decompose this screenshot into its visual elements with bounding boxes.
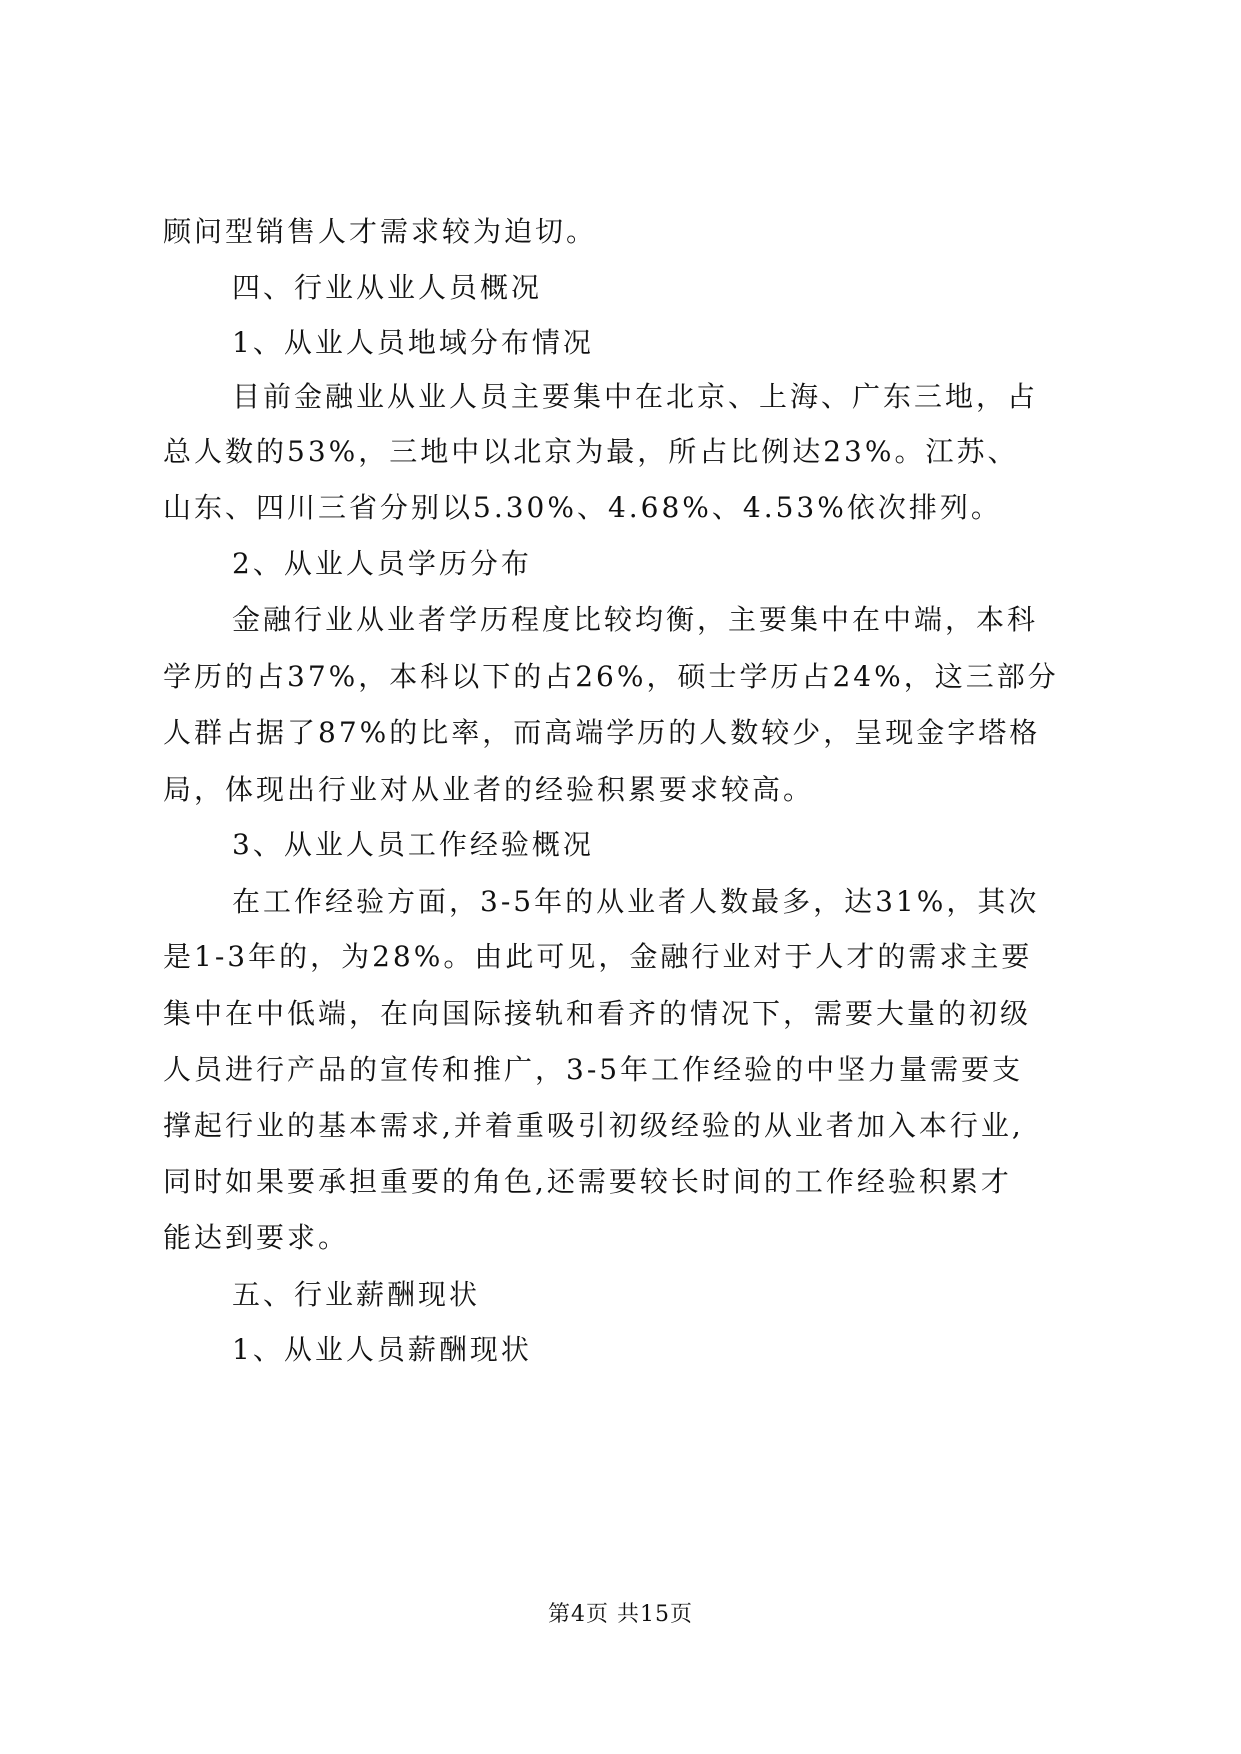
body-text-line: 总人数的53%，三地中以北京为最，所占比例达23%。江苏、 [163, 435, 1019, 468]
body-text-line: 同时如果要承担重要的角色,还需要较长时间的工作经验积累才 [163, 1165, 1012, 1198]
page-number-footer: 第4页 共15页 [548, 1602, 693, 1627]
body-text-line: 目前金融业从业人员主要集中在北京、上海、广东三地，占 [232, 380, 1039, 413]
body-text-line: 人员进行产品的宣传和推广，3-5年工作经验的中坚力量需要支 [163, 1053, 1024, 1086]
body-text-line: 顾问型销售人才需求较为迫切。 [163, 215, 598, 248]
subsection-heading: 1、从业人员地域分布情况 [232, 326, 594, 359]
body-text-line: 学历的占37%，本科以下的占26%，硕士学历占24%，这三部分 [163, 660, 1059, 693]
body-text-line: 是1-3年的，为28%。由此可见，金融行业对于人才的需求主要 [163, 940, 1033, 973]
body-text-line: 能达到要求。 [163, 1221, 350, 1254]
body-text-line: 局，体现出行业对从业者的经验积累要求较高。 [163, 773, 815, 806]
body-text-line: 撑起行业的基本需求,并着重吸引初级经验的从业者加入本行业, [163, 1109, 1024, 1142]
body-text-line: 在工作经验方面，3-5年的从业者人数最多，达31%，其次 [232, 885, 1040, 918]
section-heading: 五、行业薪酬现状 [232, 1278, 481, 1311]
body-text-line: 金融行业从业者学历程度比较均衡，主要集中在中端，本科 [232, 603, 1039, 636]
body-text-line: 人群占据了87%的比率，而高端学历的人数较少，呈现金字塔格 [163, 716, 1041, 749]
body-text-line: 集中在中低端，在向国际接轨和看齐的情况下，需要大量的初级 [163, 997, 1032, 1030]
subsection-heading: 2、从业人员学历分布 [232, 547, 532, 580]
subsection-heading: 3、从业人员工作经验概况 [232, 828, 594, 861]
section-heading: 四、行业从业人员概况 [232, 271, 543, 304]
body-text-line: 山东、四川三省分别以5.30%、4.68%、4.53%依次排列。 [163, 491, 1002, 524]
subsection-heading: 1、从业人员薪酬现状 [232, 1333, 532, 1366]
